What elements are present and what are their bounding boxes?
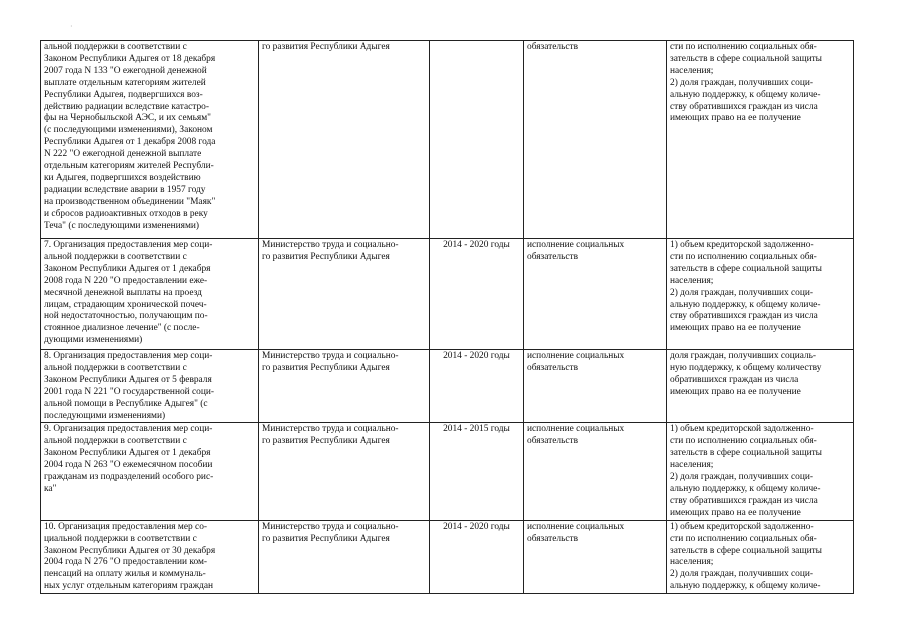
page-corner-mark: ·: [70, 22, 73, 31]
table-row: [41, 423, 854, 520]
indicator-cell: сти по исполнению социальных обя- зательств в сфере социальной защиты населения; 2) доля граждан, получивших соци- альную поддержку, к общему количе- ству обратившихся граждан из числа имеющих право на ее получение: [667, 41, 854, 239]
measure-cell: альной поддержки в соответствии с Законом Республики Адыгея от 18 декабря 2007 года N 133 "О ежегодной денежной выплате отдельным категориям жителей Республики Адыгея, подвергшихся воз- действию радиации вследствие катастро- фы на Чернобыльской АЭС, и их семьям" (с последующими изменениями), Законом Республики Адыгея от 1 декабря 2008 года N 222 "О ежегодной денежной выплате отдельным категориям жителей Республи- ки Адыгея, подвергшихся воздействию радиации вследствие аварии в 1957 году на производственном объединении "Маяк" и сбросов радиоактивных отходов в реку Теча" (с последующими изменениями): [41, 41, 259, 239]
indicator-cell: 1) объем кредиторской задолженно- сти по исполнению социальных обя- зательств в сфере социальной защиты населения; 2) доля граждан, получивших соци- альную поддержку, к общему количе- ству обратившихся граждан из числа имеющих право на ее получение: [667, 239, 854, 350]
table-row: [41, 520, 854, 593]
executor-cell: Министерство труда и социально- го развития Республики Адыгея: [259, 239, 430, 350]
indicator-cell: доля граждан, получивших социаль- ную поддержку, к общему количеству обратившихся граждан из числа имеющих право на ее получение: [667, 350, 854, 423]
executor-cell: Министерство труда и социально- го развития Республики Адыгея: [259, 423, 430, 520]
executor-cell: Министерство труда и социально- го развития Республики Адыгея: [259, 350, 430, 423]
indicator-cell: 1) объем кредиторской задолженно- сти по исполнению социальных обя- зательств в сфере социальной защиты населения; 2) доля граждан, получивших соци- альную поддержку, к общему количе- ству обратившихся граждан из числа имеющих право на ее получение: [667, 423, 854, 520]
period-cell: 2014 - 2015 годы: [430, 423, 524, 520]
table-row: [41, 41, 854, 239]
period-cell: 2014 - 2020 годы: [430, 350, 524, 423]
executor-cell: Министерство труда и социально- го развития Республики Адыгея: [259, 520, 430, 593]
result-cell: исполнение социальных обязательств: [524, 239, 667, 350]
table-row: [41, 350, 854, 423]
period-cell: 2014 - 2020 годы: [430, 520, 524, 593]
measure-cell: 10. Организация предоставления мер со- циальной поддержки в соответствии с Законом Республики Адыгея от 30 декабря 2004 года N 276 "О предоставлении ком- пенсаций на оплату жилья и коммуналь- ных услуг отдельным категориям граждан: [41, 520, 259, 593]
measure-cell: 8. Организация предоставления мер соци- альной поддержки в соответствии с Законом Республики Адыгея от 5 февраля 2001 года N 221 "О государственной соци- альной помощи в Республике Адыгея" (с последующими изменениями): [41, 350, 259, 423]
measure-cell: 7. Организация предоставления мер соци- альной поддержки в соответствии с Законом Республики Адыгея от 1 декабря 2008 года N 220 "О предоставлении еже- месячной денежной выплаты на проезд лицам, страдающим хронической почеч- ной недостаточностью, получающим по- стоянное диализное лечение" (с после- дующими изменениями): [41, 239, 259, 350]
program-measures-table: [40, 40, 854, 594]
result-cell: исполнение социальных обязательств: [524, 520, 667, 593]
period-cell: 2014 - 2020 годы: [430, 239, 524, 350]
result-cell: исполнение социальных обязательств: [524, 350, 667, 423]
measure-cell: 9. Организация предоставления мер соци- альной поддержки в соответствии с Законом Республики Адыгея от 1 декабря 2004 года N 263 "О ежемесячном пособии гражданам из подразделений особого рис- ка": [41, 423, 259, 520]
indicator-cell: 1) объем кредиторской задолженно- сти по исполнению социальных обя- зательств в сфере социальной защиты населения; 2) доля граждан, получивших соци- альную поддержку, к общему количе-: [667, 520, 854, 593]
executor-cell: го развития Республики Адыгея: [259, 41, 430, 239]
result-cell: исполнение социальных обязательств: [524, 423, 667, 520]
period-cell: [430, 41, 524, 239]
table-row: [41, 239, 854, 350]
result-cell: обязательств: [524, 41, 667, 239]
